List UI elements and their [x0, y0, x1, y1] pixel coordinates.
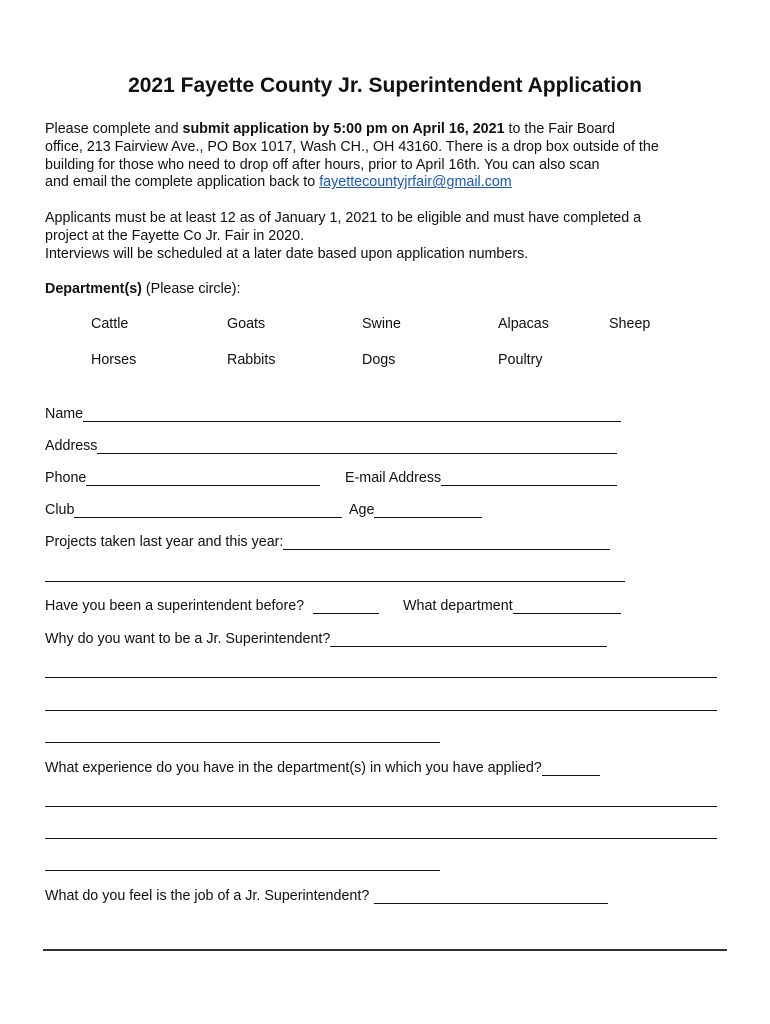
name-row: [45, 404, 621, 422]
age-label: Age: [349, 502, 375, 518]
dept-alpacas[interactable]: Alpacas: [498, 316, 549, 332]
departments-label: Department(s) (Please circle):: [45, 281, 241, 297]
phone-label: Phone: [45, 470, 87, 486]
eligibility-line1: Applicants must be at least 12 as of January 1, 2021 to be eligible and must have completed a: [45, 210, 642, 226]
projects-label: Projects taken last year and this year:: [45, 534, 284, 550]
email-row: [345, 468, 617, 486]
job-field[interactable]: [374, 889, 608, 904]
form-title: 2021 Fayette County Jr. Superintendent Application: [128, 74, 642, 97]
job-label: What do you feel is the job of a Jr. Superintendent?: [45, 888, 370, 904]
why-field-line2[interactable]: [45, 677, 717, 678]
club-row: [45, 500, 342, 518]
eligibility-line3: Interviews will be scheduled at a later date based upon application numbers.: [45, 245, 529, 262]
club-field[interactable]: [74, 503, 342, 518]
intro-line1-pre: Please complete and: [45, 121, 183, 137]
email-label: E-mail Address: [345, 470, 442, 486]
why-field[interactable]: [330, 632, 607, 647]
phone-row: [45, 468, 320, 486]
age-field[interactable]: [374, 503, 482, 518]
experience-field-line3[interactable]: [45, 838, 717, 839]
what-department-row: [403, 596, 621, 614]
been-superintendent-field[interactable]: [313, 599, 379, 614]
eligibility-line2: project at the Fayette Co Jr. Fair in 2020.: [45, 227, 305, 244]
dept-poultry[interactable]: Poultry: [498, 352, 543, 368]
club-label: Club: [45, 502, 75, 518]
what-department-label: What department: [403, 598, 513, 614]
intro-line4: and email the complete application back to: [45, 174, 320, 191]
address-field[interactable]: [97, 439, 617, 454]
dept-goats[interactable]: Goats: [227, 316, 266, 332]
dept-horses[interactable]: Horses: [91, 352, 137, 368]
projects-field[interactable]: [283, 535, 610, 550]
intro-line3: building for those who need to drop off after hours, prior to April 16th. You can also scan: [45, 156, 600, 173]
dept-cattle[interactable]: Cattle: [91, 316, 129, 332]
why-field-line4[interactable]: [45, 742, 440, 743]
why-label: Why do you want to be a Jr. Superintendent?: [45, 631, 331, 647]
address-row: [45, 436, 617, 454]
been-superintendent-row: [45, 596, 379, 614]
projects-row: [45, 532, 610, 550]
been-superintendent-label: Have you been a superintendent before?: [45, 598, 305, 614]
dept-swine[interactable]: Swine: [362, 316, 401, 332]
age-row: [349, 500, 482, 518]
name-label: Name: [45, 406, 84, 422]
experience-row: [45, 758, 600, 776]
eligibility-paragraph: [45, 210, 725, 263]
email-field[interactable]: [441, 471, 617, 486]
phone-field[interactable]: [86, 471, 320, 486]
name-field[interactable]: [83, 407, 621, 422]
deadline-text: submit application by 5:00 pm on April 16, 2021: [182, 121, 505, 137]
experience-label: What experience do you have in the department(s) in which you have applied?: [45, 760, 542, 776]
experience-field-line2[interactable]: [45, 806, 717, 807]
dept-dogs[interactable]: Dogs: [362, 352, 396, 368]
intro-line1-post: to the Fair Board: [504, 121, 615, 137]
intro-paragraph: [45, 121, 725, 192]
dept-sheep[interactable]: Sheep: [609, 316, 651, 332]
why-row: [45, 629, 607, 647]
dept-rabbits[interactable]: Rabbits: [227, 352, 276, 368]
email-link[interactable]: fayettecountyjrfair@gmail.com: [319, 174, 512, 191]
job-row: [45, 886, 608, 904]
experience-field[interactable]: [542, 761, 600, 776]
experience-field-line4[interactable]: [45, 870, 440, 871]
what-department-field[interactable]: [513, 599, 621, 614]
intro-line2: office, 213 Fairview Ave., PO Box 1017, Wash CH., OH 43160. There is a drop box outside of the: [45, 138, 659, 155]
projects-field-line2[interactable]: [45, 581, 625, 582]
address-label: Address: [45, 438, 98, 454]
bottom-divider: [43, 949, 727, 951]
why-field-line3[interactable]: [45, 710, 717, 711]
